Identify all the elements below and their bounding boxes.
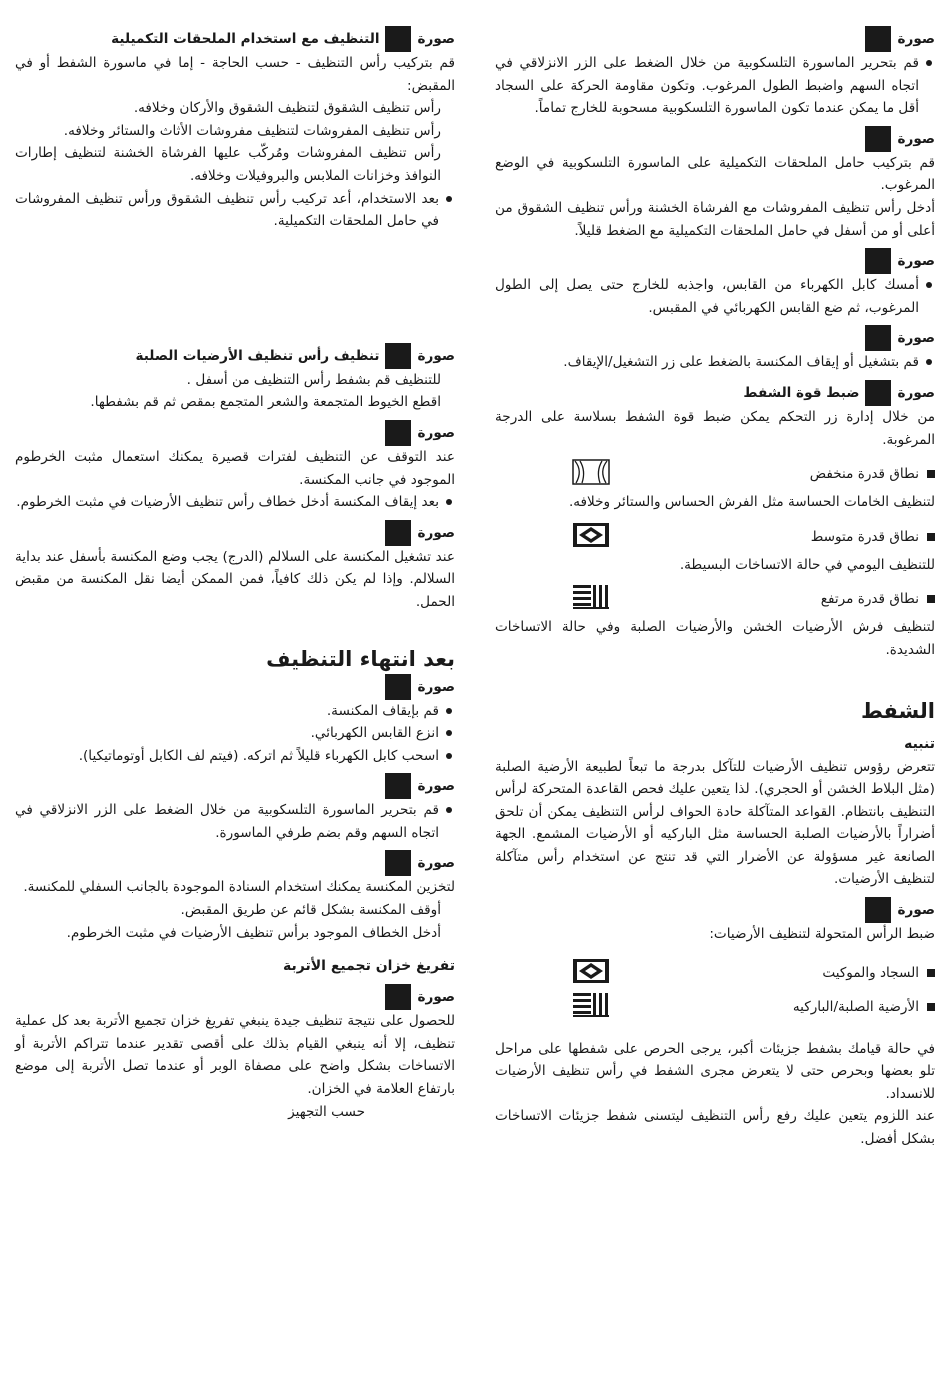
right-column xyxy=(495,26,935,1151)
list-item: أمسك كابل الكهرباء من القابس، واجذبه للخارج حتى يصل إلى الطول المرغوب، ثم ضع القابس الكهربائي في المقبس. xyxy=(495,274,935,319)
section-heading: الشفط xyxy=(860,698,935,723)
figure-number-box xyxy=(385,343,411,369)
figure-number-box xyxy=(865,325,891,351)
paragraph: في حالة قيامك بشفط جزيئات أكبر، يرجى الحرص على شفطها على مراحل تلو بعضها وبحرص حتى لا يتعرض مجرى الشفط في رأس تنظيف الأرضيات للانسداد. xyxy=(495,1040,935,1102)
figure-heading: صورة xyxy=(15,773,455,799)
power-level-low: نطاق قدرة منخفض xyxy=(495,457,935,491)
square-bullet xyxy=(927,533,935,541)
figure-number-box xyxy=(865,248,891,274)
figure-number-box xyxy=(385,850,411,876)
floor-option-carpet: السجاد والموكيت xyxy=(495,956,935,990)
paragraph: عند تشغيل المكنسة على السلالم (الدرج) يجب وضع المكنسة بأسفل عند بداية السلالم. وإذا لم يكن ذلك كافياً، فمن الممكن أيضا نقل المكنسة من مقبض الحمل. xyxy=(15,548,455,610)
list-item: بعد إيقاف المكنسة أدخل خطاف رأس تنظيف الأرضيات في مثبت الخرطوم. xyxy=(15,491,455,514)
figure-number-box xyxy=(865,26,891,52)
figure-heading: صورة تنظيف رأس تنظيف الأرضيات الصلبة xyxy=(15,343,455,369)
figure-heading: صورة xyxy=(15,984,455,1010)
paragraph: للحصول على نتيجة تنظيف جيدة ينبغي تفريغ خزان تجميع الأتربة بعد كل عملية تنظيف، إلا أنه ينبغي القيام بذلك على أقصى تقدير عندما تتراكم الأتربة أو الاتساخات بشكل واضح على مصفاة الوبر أو عندما تصل الأتربة إلى موضع بارتفاع العلامة في الخزان. xyxy=(15,1013,455,1098)
paragraph: للتنظيف قم بشفط رأس التنظيف من أسفل . xyxy=(186,371,441,388)
paragraph: رأس تنظيف الشقوق لتنظيف الشقوق والأركان وخلافه. xyxy=(133,100,441,117)
floor-option-hard: الأرضية الصلبة/الباركيه xyxy=(495,990,935,1024)
figure-heading: صورة xyxy=(15,850,455,876)
figure-heading: صورة xyxy=(495,897,935,923)
warning-text: تتعرض رؤوس تنظيف الأرضيات للتآكل بدرجة ما تبعاً لطبيعة الأرضية الصلبة (مثل البلاط الخشن أو الحجري). لذا يتعين عليك فحص القاعدة المتحركة لرأس التنظيف بانتظام. القواعد المتآكلة حادة الحواف لرأس التنظيف يمكن أن تلحق أضراراً بالأرضيات الصلبة الحساسة مثل الباركيه أو الأرضيات المشمع. الجهة الصانعة غير مسؤولة عن الأضرار التي قد تنتج عن استخدام رأس متآكلة لتنظيف الأرضيات. xyxy=(495,758,935,888)
parquet-icon xyxy=(572,992,610,1018)
paragraph: رأس تنظيف المفروشات ومُركّب عليها الفرشاة الخشنة لتنظيف إطارات النوافذ وخزانات الملابس والبروفيلات وخلافه. xyxy=(15,145,441,184)
bullet-list xyxy=(15,188,455,233)
figure-heading: صورة xyxy=(495,325,935,351)
figure-heading: صورة xyxy=(495,126,935,152)
paragraph: ضبط الرأس المتحولة لتنظيف الأرضيات: xyxy=(709,926,935,943)
power-level-high: نطاق قدرة مرتفع xyxy=(495,582,935,616)
paragraph: عند التوقف عن التنظيف لفترات قصيرة يمكنك استعمال مثبت الخرطوم الموجود في جانب المكنسة. xyxy=(15,448,455,488)
section-title: تفريغ خزان تجميع الأتربة xyxy=(283,958,455,975)
paragraph: لتنظيف فرش الأرضيات الخشن والأرضيات الصلبة وفي حالة الاتساخات الشديدة. xyxy=(495,619,935,658)
warning-title: تنبيه xyxy=(904,735,935,752)
left-column xyxy=(15,26,455,1123)
paragraph: اقطع الخيوط المتجمعة والشعر المتجمع بمقص ثم قم بشفطها. xyxy=(90,394,441,411)
figure-number-box xyxy=(865,126,891,152)
paragraph: لتخزين المكنسة يمكنك استخدام السنادة الموجودة بالجانب السفلي للمكنسة. xyxy=(23,879,455,896)
figure-number-box xyxy=(385,773,411,799)
parquet-icon xyxy=(572,584,610,610)
paragraph: قم بتركيب حامل الملحقات التكميلية على الماسورة التلسكوبية في الوضع المرغوب. xyxy=(495,154,935,194)
figure-number-box xyxy=(385,420,411,446)
section-title: تنظيف رأس تنظيف الأرضيات الصلبة xyxy=(135,347,380,364)
carpet-icon xyxy=(572,522,610,548)
footnote: حسب التجهيز xyxy=(288,1103,365,1120)
paragraph: أدخل رأس تنظيف المفروشات مع الفرشاة الخشنة ورأس تنظيف الشقوق من أعلى أو من أسفل في حامل الملحقات التكميلية مع الضغط قليلاً. xyxy=(495,199,935,239)
power-level-medium: نطاق قدرة متوسط xyxy=(495,520,935,554)
square-bullet xyxy=(927,969,935,977)
bullet-list xyxy=(15,491,455,514)
square-bullet xyxy=(927,1003,935,1011)
paragraph: للتنظيف اليومي في حالة الاتساخات البسيطة. xyxy=(679,556,935,573)
square-bullet xyxy=(927,595,935,603)
figure-heading: صورة ضبط قوة الشفط xyxy=(495,380,935,406)
curtain-icon xyxy=(572,459,610,485)
figure-heading: صورة التنظيف مع استخدام الملحقات التكميلية xyxy=(15,26,455,52)
figure-heading: صورة xyxy=(15,674,455,700)
bullet-list xyxy=(495,351,935,374)
list-item: قم بتحرير الماسورة التلسكوبية من خلال الضغط على الزر الانزلاقي في اتجاه السهم واضبط الطول المرغوب. وتكون مقاومة الحركة على السجاد أقل ما يمكن عندما تكون الماسورة التلسكوبية مسحوبة للخارج تماماً. xyxy=(495,52,935,120)
figure-number-box xyxy=(385,674,411,700)
figure-number-box xyxy=(865,897,891,923)
list-item: قم بتشغيل أو إيقاف المكنسة بالضغط على زر التشغيل/الإيقاف. xyxy=(495,351,935,374)
paragraph: رأس تنظيف المفروشات لتنظيف مفروشات الأثاث والستائر وخلافه. xyxy=(63,122,441,139)
paragraph: من خلال إدارة زر التحكم يمكن ضبط قوة الشفط بسلاسة على الدرجة المرغوبة. xyxy=(495,408,935,448)
list-item: بعد الاستخدام، أعد تركيب رأس تنظيف الشقوق ورأس تنظيف المفروشات في حامل الملحقات التكميلية. xyxy=(15,188,455,233)
list-item: اسحب كابل الكهرباء قليلاً ثم اتركه. (فيتم لف الكابل أوتوماتيكيا). xyxy=(15,745,455,768)
figure-number-box xyxy=(865,380,891,406)
section-title: التنظيف مع استخدام الملحقات التكميلية xyxy=(111,31,380,47)
square-bullet xyxy=(927,470,935,478)
paragraph: عند اللزوم يتعين عليك رفع رأس التنظيف ليتسنى شفط جزيئات الاتساخات بشكل أفضل. xyxy=(495,1108,935,1148)
bullet-list xyxy=(495,274,935,319)
paragraph: أوقف المكنسة بشكل قائم عن طريق المقبض. xyxy=(180,902,441,919)
section-title: ضبط قوة الشفط xyxy=(743,384,860,401)
figure-number-box xyxy=(385,26,411,52)
carpet-icon xyxy=(572,958,610,984)
list-item: قم بتحرير الماسورة التلسكوبية من خلال الضغط على الزر الانزلاقي في اتجاه السهم وقم بضم طرفي الماسورة. xyxy=(15,799,455,844)
figure-heading: صورة xyxy=(495,26,935,52)
bullet-list xyxy=(15,799,455,844)
figure-heading: صورة xyxy=(495,248,935,274)
paragraph: قم بتركيب رأس التنظيف - حسب الحاجة - إما في ماسورة الشفط أو في المقبض: xyxy=(15,55,455,94)
bullet-list xyxy=(495,52,935,120)
bullet-list xyxy=(15,700,455,768)
figure-number-box xyxy=(385,984,411,1010)
paragraph: لتنظيف الخامات الحساسة مثل الفرش الحساس والستائر وخلافه. xyxy=(568,494,935,511)
figure-heading: صورة xyxy=(15,520,455,546)
list-item: قم بإيقاف المكنسة. xyxy=(15,700,455,723)
section-heading: بعد انتهاء التنظيف xyxy=(266,646,455,671)
figure-number-box xyxy=(385,520,411,546)
figure-heading: صورة xyxy=(15,420,455,446)
paragraph: أدخل الخطاف الموجود برأس تنظيف الأرضيات في مثبت الخرطوم. xyxy=(66,924,441,941)
list-item: انزع القابس الكهربائي. xyxy=(15,722,455,745)
